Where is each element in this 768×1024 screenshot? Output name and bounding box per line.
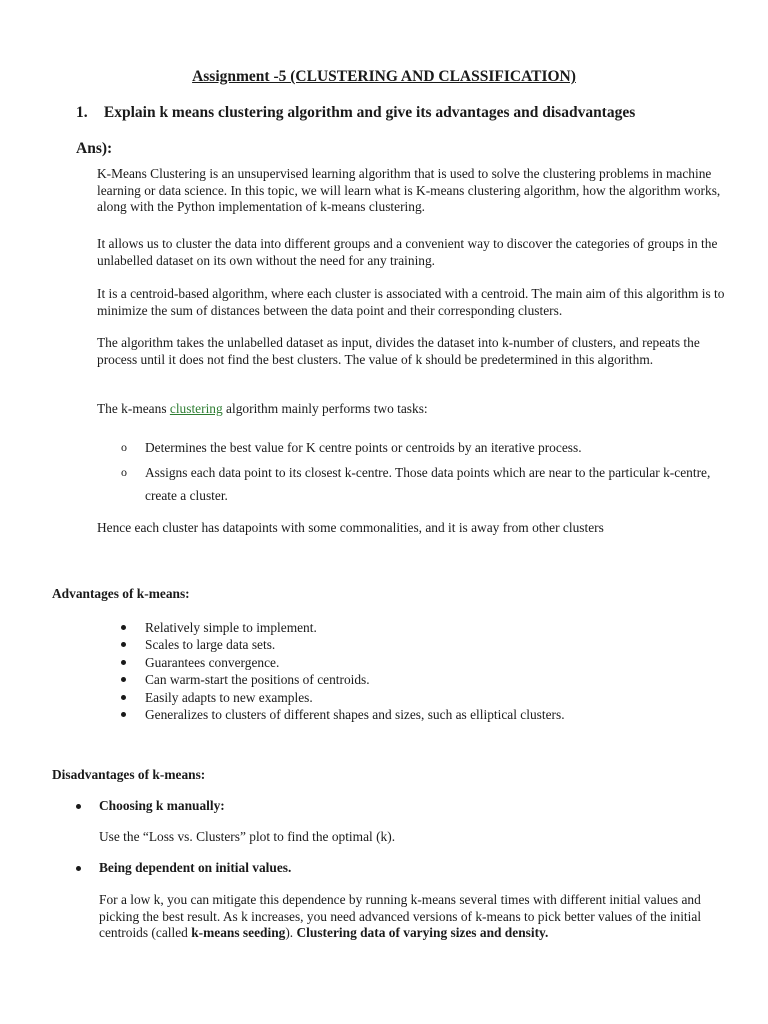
advantages-list (121, 619, 721, 723)
varying-sizes-note: Clustering data of varying sizes and density. (296, 925, 549, 940)
list-item-text: Can warm-start the positions of centroids. (145, 672, 370, 688)
clustering-link[interactable]: clustering (169, 401, 223, 416)
tasks-intro-text-a: The k-means (97, 401, 170, 416)
paragraph-centroid: It is a centroid-based algorithm, where each cluster is associated with a centroid. The main aim of this algorithm is to minimize the sum of distances between the data point and their corresponding clusters. (97, 286, 725, 318)
circle-bullet-icon: o (121, 440, 127, 454)
answer-label: Ans): (76, 140, 113, 157)
disadvantage-description: Use the “Loss vs. Clusters” plot to find the optimal (k). (99, 829, 396, 844)
list-item-text: Guarantees convergence. (145, 654, 280, 670)
disadvantages-heading: Disadvantages of k-means: (52, 767, 206, 782)
description-text-b: ). (285, 925, 297, 940)
list-item-text: Determines the best value for K centre points or centroids by an iterative process. (145, 440, 582, 455)
list-item (121, 461, 721, 507)
question-number: 1. (76, 104, 88, 121)
disadvantage-item-choosing-k (99, 798, 225, 814)
paragraph-grouping: It allows us to cluster the data into different groups and a convenient way to discover the categories of groups in the unlabelled dataset on its own without the need for any training. (97, 236, 718, 268)
bullet-icon (121, 695, 126, 700)
disadvantage-item-initial-values (99, 860, 291, 876)
list-item (121, 619, 721, 636)
list-item-text: Relatively simple to implement. (145, 620, 317, 635)
tasks-list (121, 436, 721, 509)
paragraph-process: The algorithm takes the unlabelled dataset as input, divides the dataset into k-number of clusters, and repeats the process until it does not find the best clusters. The value of k should be predetermined in this algorithm. (97, 335, 700, 367)
page-title: Assignment -5 (CLUSTERING AND CLASSIFICATION) (192, 68, 576, 85)
kmeans-seeding-term: k-means seeding (191, 925, 286, 940)
list-item-text: Assigns each data point to its closest k-centre. Those data points which are near to the particular k-centre, create a cluster. (145, 465, 711, 503)
list-item (121, 671, 721, 688)
circle-bullet-icon: o (121, 465, 127, 479)
list-item-text: Scales to large data sets. (145, 637, 276, 653)
list-item (121, 654, 721, 671)
list-item (121, 689, 721, 706)
disadvantage-title: Choosing k manually: (99, 798, 225, 813)
bullet-icon (76, 866, 81, 871)
question-text: Explain k means clustering algorithm and give its advantages and disadvantages (103, 104, 636, 121)
list-item-text: Easily adapts to new examples. (145, 689, 313, 705)
paragraph-intro: K-Means Clustering is an unsupervised learning algorithm that is used to solve the clustering problems in machine learning or data science. In this topic, we will learn what is K-means clustering algorithm, how the algorithm works, along with the Python implementation of k-means clustering. (97, 166, 721, 214)
tasks-intro-text-b: algorithm mainly performs two tasks: (222, 401, 428, 416)
question-heading (76, 104, 756, 122)
description-text-a: For a low k, you can mitigate this dependence by running k-means several times with different initial values and picking the best result. As k increases, you need advanced versions of k-means to pick better values of the initial centroids (called (99, 892, 702, 940)
bullet-icon (121, 660, 126, 665)
list-item (121, 436, 721, 459)
advantages-heading: Advantages of k-means: (52, 586, 190, 601)
bullet-icon (121, 712, 126, 717)
bullet-icon (121, 642, 126, 647)
bullet-icon (121, 625, 126, 630)
bullet-icon (76, 804, 81, 809)
list-item (121, 706, 721, 723)
paragraph-summary: Hence each cluster has datapoints with some commonalities, and it is away from other clusters (97, 520, 604, 535)
bullet-icon (121, 677, 126, 682)
paragraph-tasks-intro (97, 401, 737, 418)
list-item-text: Generalizes to clusters of different shapes and sizes, such as elliptical clusters. (145, 707, 565, 723)
list-item (121, 636, 721, 653)
disadvantage-title: Being dependent on initial values. (99, 860, 292, 875)
disadvantage-description (99, 892, 739, 942)
